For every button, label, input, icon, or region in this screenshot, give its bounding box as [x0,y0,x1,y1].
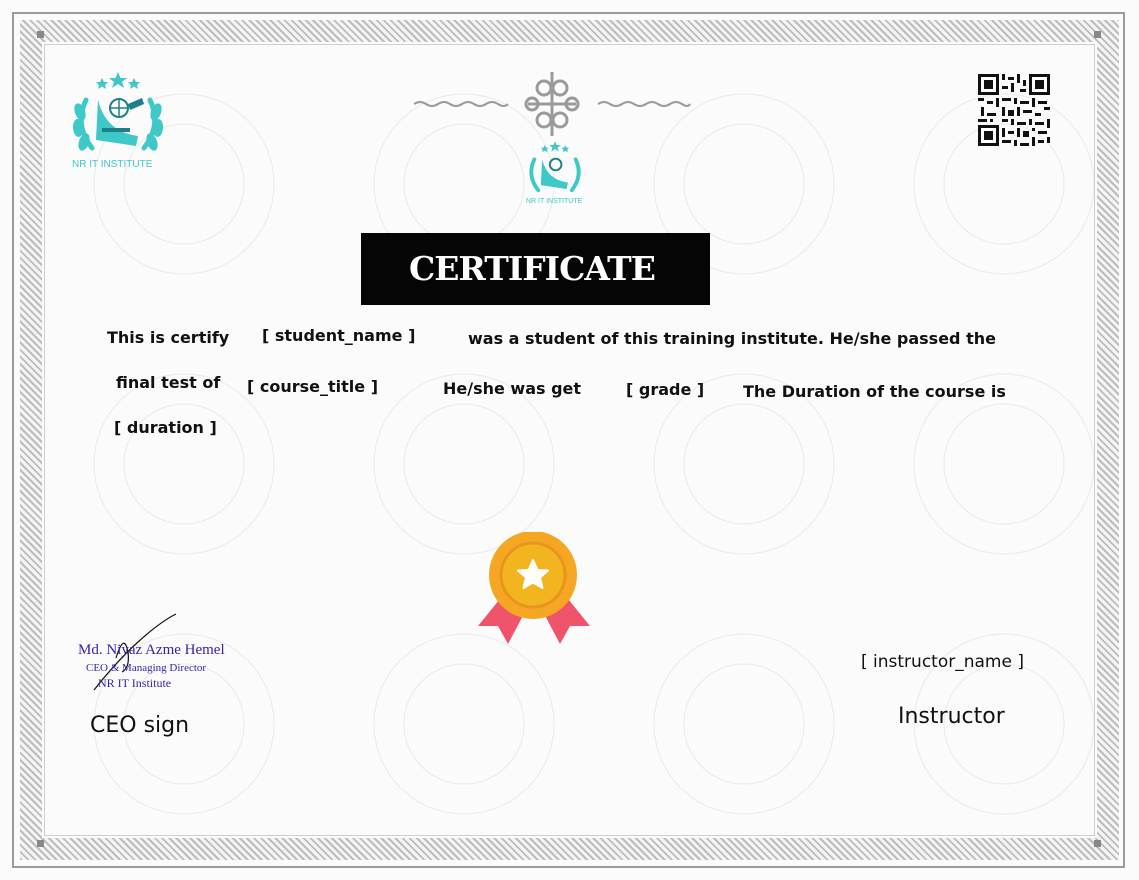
center-logo [520,140,590,210]
body-line1-prefix: This is certify [107,328,230,347]
student-name-field: [ student_name ] [262,326,416,345]
corner-mark [1094,840,1101,847]
medal-icon [474,532,594,648]
signature-org: NR IT Institute [98,676,172,690]
instructor-name-field: [ instructor_name ] [861,652,1024,672]
flourish-ornament-icon [410,70,700,140]
logo-caption: NR IT INSTITUTE [72,159,153,170]
ceo-sign-label: CEO sign [90,713,190,738]
corner-mark [37,840,44,847]
body-line1-suffix: was a student of this training institute. He/she passed the [468,329,996,348]
ceo-signature-stamp [76,612,226,702]
logo-caption: NR IT INSTITUTE [526,198,583,205]
duration-field: [ duration ] [114,418,217,437]
qr-code-icon [978,74,1050,146]
body-line2-prefix: final test of [116,373,221,392]
qr-code [978,74,1050,146]
corner-mark [1094,31,1101,38]
institute-logo [66,70,170,174]
duration-prefix: The Duration of the course is [743,382,1006,401]
certificate-title: CERTIFICATE [409,249,655,288]
course-title-field: [ course_title ] [247,377,379,396]
medal [474,532,594,648]
signature-title: CEO & Managing Director [86,662,207,674]
grade-prefix: He/she was get [443,379,582,398]
institute-logo-icon [520,140,590,198]
institute-logo-icon [66,70,170,160]
flourish-ornament [410,70,700,140]
grade-field: [ grade ] [626,380,705,399]
signature-name: Md. Niyaz Azme Hemel [78,642,225,658]
corner-mark [37,31,44,38]
instructor-label: Instructor [898,704,1005,729]
title-banner [361,233,710,305]
